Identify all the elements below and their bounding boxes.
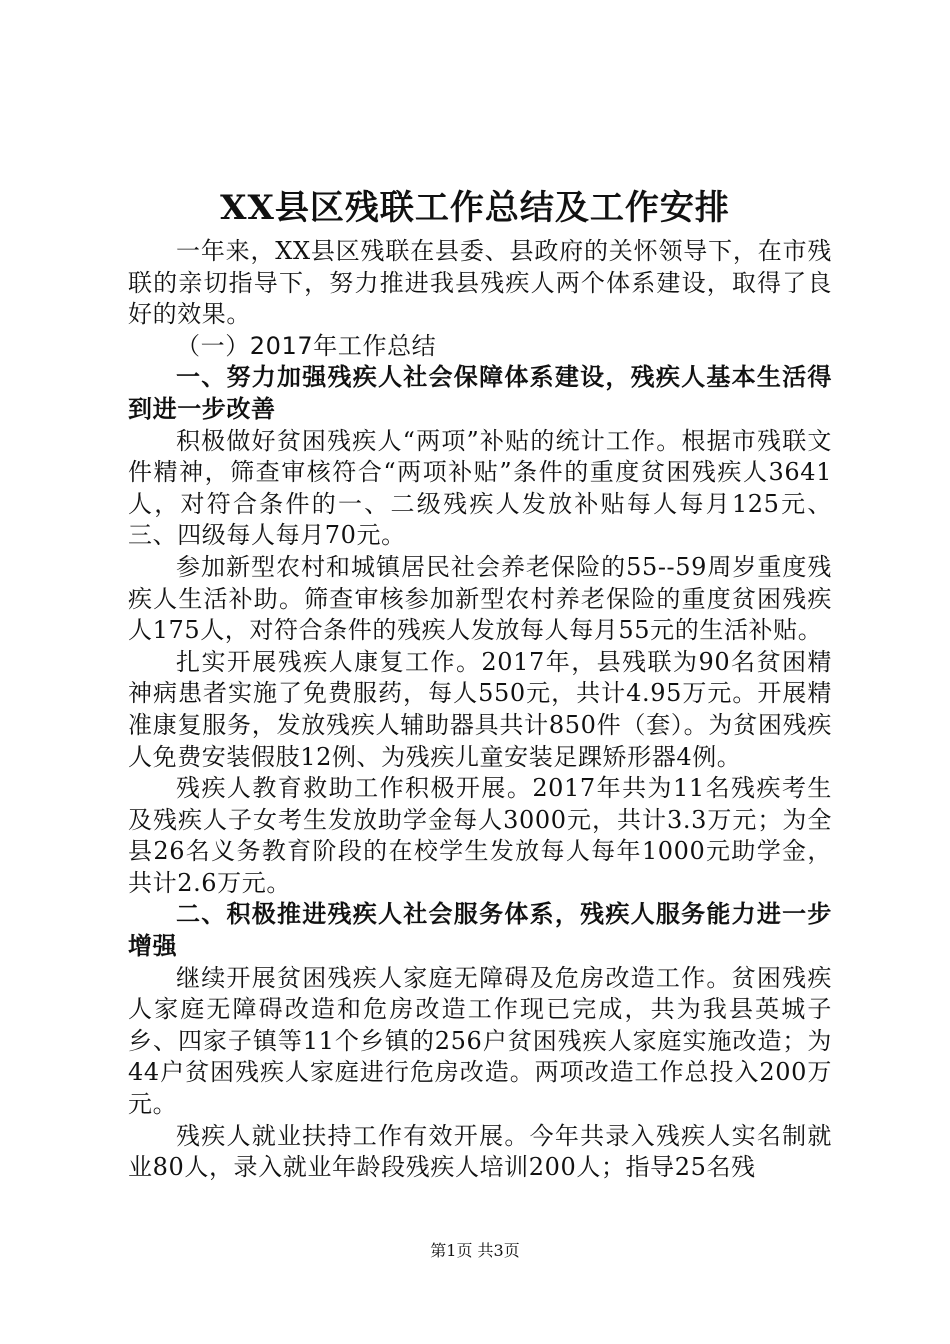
paragraph-intro: 一年来，XX县区残联在县委、县政府的关怀领导下，在市残联的亲切指导下，努力推进我县残疾人两个体系建设，取得了良好的效果。 (128, 237, 832, 329)
subsection-heading-social-security: 一、努力加强残疾人社会保障体系建设，残疾人基本生活得到进一步改善 (128, 363, 832, 423)
paragraph-barrier-free: 继续开展贫困残疾人家庭无障碍及危房改造工作。贫困残疾人家庭无障碍改造和危房改造工作现已完成，共为我县英城子乡、四家子镇等11个乡镇的256户贫困残疾人家庭实施改造；为44户贫困残疾人家庭进行危房改造。两项改造工作总投入200万元。 (128, 963, 832, 1119)
paragraph-pension-subsidy: 参加新型农村和城镇居民社会养老保险的55--59周岁重度残疾人生活补助。筛查审核参加新型农村养老保险的重度贫困残疾人175人，对符合条件的残疾人发放每人每月55元的生活补贴。 (128, 552, 832, 645)
paragraph-rehabilitation: 扎实开展残疾人康复工作。2017年，县残联为90名贫困精神病患者实施了免费服药，每人550元，共计4.95万元。开展精准康复服务，发放残疾人辅助器具共计850件（套）。为贫困残疾人免费安装假肢12例、为残疾儿童安装足踝矫形器4例。 (128, 647, 832, 771)
paragraph-employment: 残疾人就业扶持工作有效开展。今年共录入残疾人实名制就业80人，录入就业年龄段残疾人培训200人；指导25名残 (128, 1121, 832, 1182)
document-title: XX县区残联工作总结及工作安排 (220, 188, 730, 228)
document-body (128, 236, 832, 1184)
subsection-heading-social-services: 二、积极推进残疾人社会服务体系，残疾人服务能力进一步增强 (128, 900, 832, 961)
page-number-footer: 第1页 共3页 (430, 1241, 520, 1260)
section-heading-2017-summary: （一）2017年工作总结 (176, 331, 437, 360)
paragraph-two-subsidies: 积极做好贫困残疾人“两项”补贴的统计工作。根据市残联文件精神，筛查审核符合“两项补贴”条件的重度贫困残疾人3641人，对符合条件的一、二级残疾人发放补贴每人每月125元、三、四级每人每月70元。 (128, 426, 832, 550)
paragraph-education-aid: 残疾人教育救助工作积极开展。2017年共为11名残疾考生及残疾人子女考生发放助学金每人3000元，共计3.3万元；为全县26名义务教育阶段的在校学生发放每人每年1000元助学金，共计2.6万元。 (128, 774, 832, 897)
